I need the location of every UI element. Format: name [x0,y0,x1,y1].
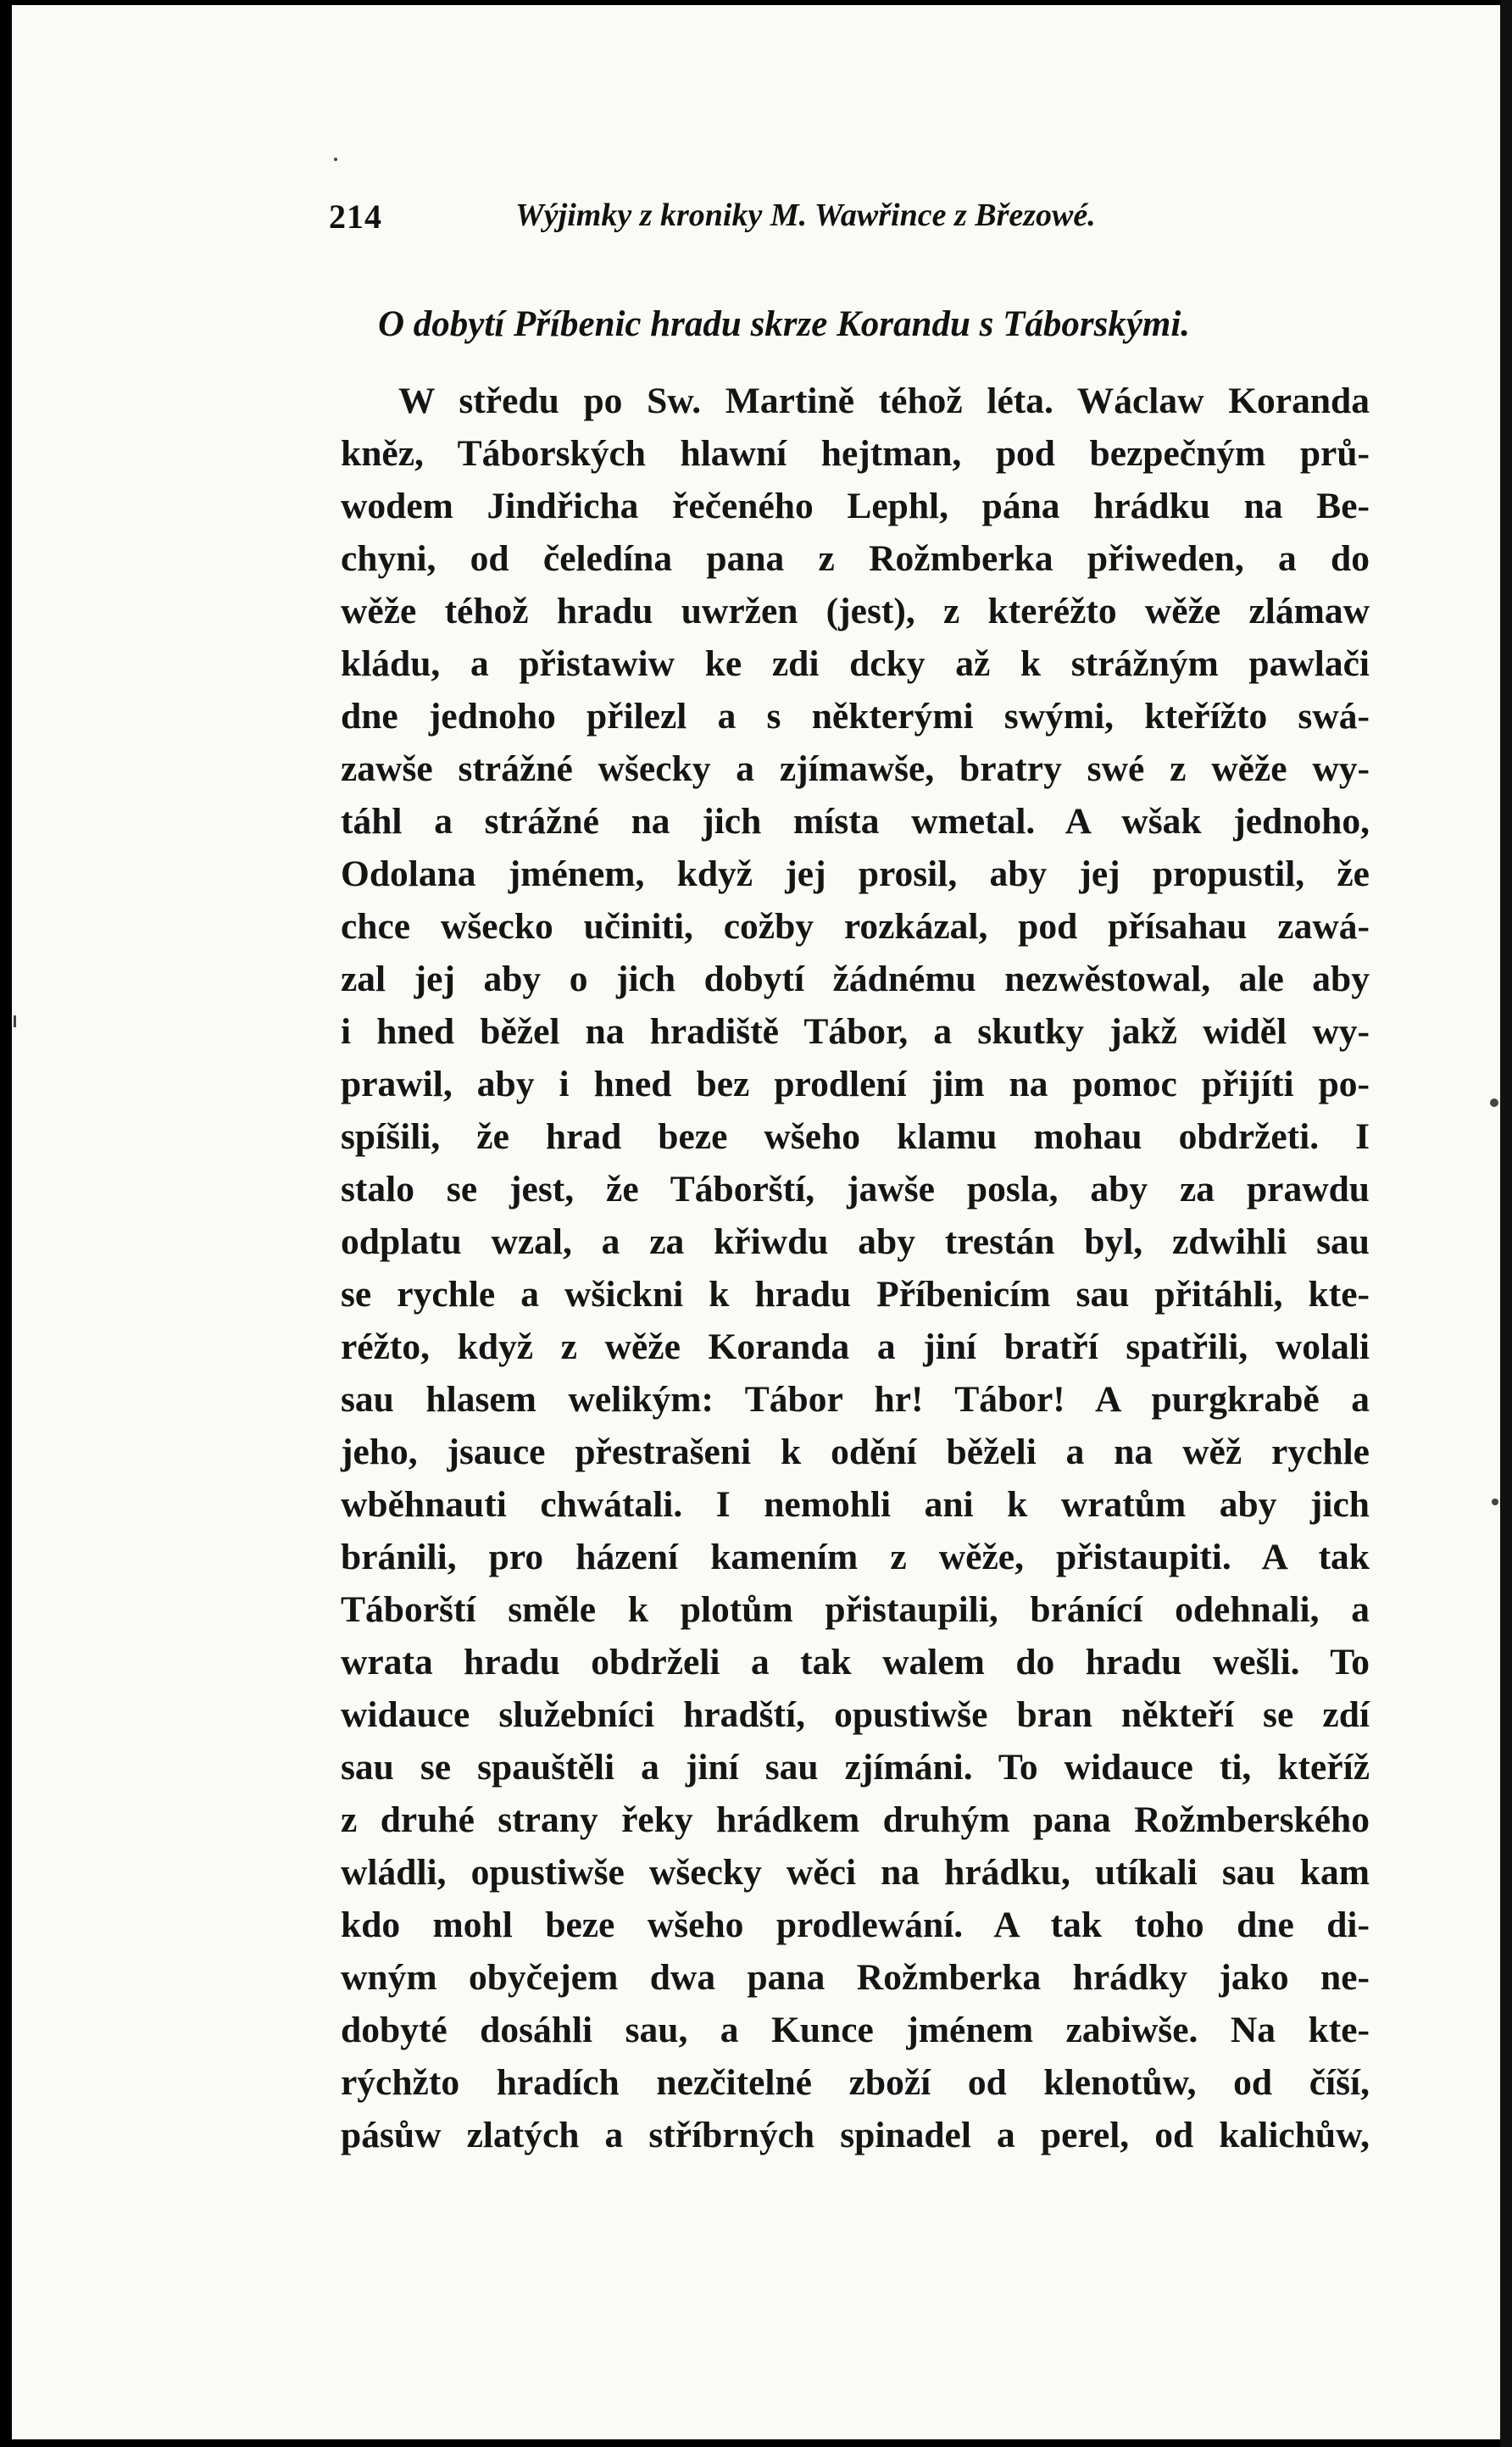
text-line: widauce služebníci hradští, opustiwše bran někteří se zdí [341,1694,1370,1735]
section-title: O dobytí Příbenic hradu skrze Korandu s Táborskými. [378,304,1191,344]
text-line: chyni, od čeledína pana z Rožmberka přiweden, a do [341,538,1370,579]
text-line: wládli, opustiwše wšecky wěci na hrádku, utíkali sau kam [341,1852,1370,1893]
scan-left-border [0,0,12,2447]
text-line: sau hlasem welikým: Tábor hr! Tábor! A purgkrabě a [341,1379,1370,1420]
text-line: réžto, když z wěže Koranda a jiní bratří spatřili, wolali [341,1326,1370,1367]
text-line: wběhnauti chwátali. I nemohli ani k wratům aby jich [341,1484,1370,1525]
text-line: bránili, pro házení kamením z wěže, přistaupiti. A tak [341,1537,1370,1577]
text-line: Táborští směle k plotům přistaupili, bránící odehnali, a [341,1589,1370,1630]
text-line: jeho, jsauce přestrašeni k odění běželi a na wěž rychle [341,1432,1370,1472]
text-line: wěže téhož hradu uwržen (jest), z kteréžto wěže zlámaw [341,591,1370,631]
text-line: sau se spauštěli a jiní sau zjímáni. To widauce ti, kteříž [341,1747,1370,1788]
text-line: dobyté dosáhli sau, a Kunce jménem zabiwše. Na kte- [341,2010,1370,2050]
text-line: kdo mohl beze wšeho prodlewání. A tak toho dne di- [341,1905,1370,1945]
text-line: spíšili, že hrad beze wšeho klamu mohau obdržeti. I [341,1116,1370,1157]
text-line: Odolana jménem, když jej prosil, aby jej propustil, že [341,854,1370,894]
text-line: i hned běžel na hradiště Tábor, a skutky jakž widěl wy- [341,1011,1370,1052]
text-line: zal jej aby o jich dobytí žádnému nezwěstowal, ale aby [341,959,1370,999]
text-line: z druhé strany řeky hrádkem druhým pana Rožmberského [341,1799,1370,1840]
text-line: odplatu wzal, a za křiwdu aby trestán byl, zdwihli sau [341,1221,1370,1262]
scan-speck [1490,1098,1498,1107]
scan-right-border [1500,0,1512,2447]
text-line: W středu po Sw. Martině téhož léta. Wáclaw Koranda [398,381,1370,421]
text-line: rýchžto hradích nezčitelné zboží od klenotůw, od číší, [341,2062,1370,2103]
text-line: dne jednoho přilezl a s některými swými, kteřížto swá- [341,696,1370,737]
scan-speck [334,158,337,161]
text-line: kněz, Táborských hlawní hejtman, pod bezpečným prů- [341,433,1370,474]
scan-speck [1492,1499,1498,1505]
scan-speck [14,1015,16,1027]
text-line: wným obyčejem dwa pana Rožmberka hrádky jako ne- [341,1957,1370,1998]
text-line: táhl a strážné na jich místa wmetal. A wšak jednoho, [341,801,1370,842]
text-line: kládu, a přistawiw ke zdi dcky až k strážným pawlači [341,643,1370,684]
running-head: Wýjimky z kroniky M. Wawřince z Březowé. [515,197,1096,233]
text-line: chce wšecko učiniti, cožby rozkázal, pod přísahau zawá- [341,906,1370,947]
text-line: pásůw zlatých a stříbrných spinadel a perel, od kalichůw, [341,2115,1370,2155]
text-line: zawše strážné wšecky a zjímawše, bratry swé z wěže wy- [341,748,1370,789]
page-number: 214 [329,197,382,236]
body-text [341,375,1370,2161]
text-line: se rychle a wšickni k hradu Příbenicím sau přitáhli, kte- [341,1274,1370,1315]
text-line: prawil, aby i hned bez prodlení jim na pomoc přijíti po- [341,1064,1370,1104]
text-line: wodem Jindřicha řečeného Lephl, pána hrádku na Be- [341,486,1370,526]
text-line: wrata hradu obdrželi a tak walem do hradu wešli. To [341,1642,1370,1682]
text-line: stalo se jest, že Táborští, jawše posla, aby za prawdu [341,1169,1370,1210]
